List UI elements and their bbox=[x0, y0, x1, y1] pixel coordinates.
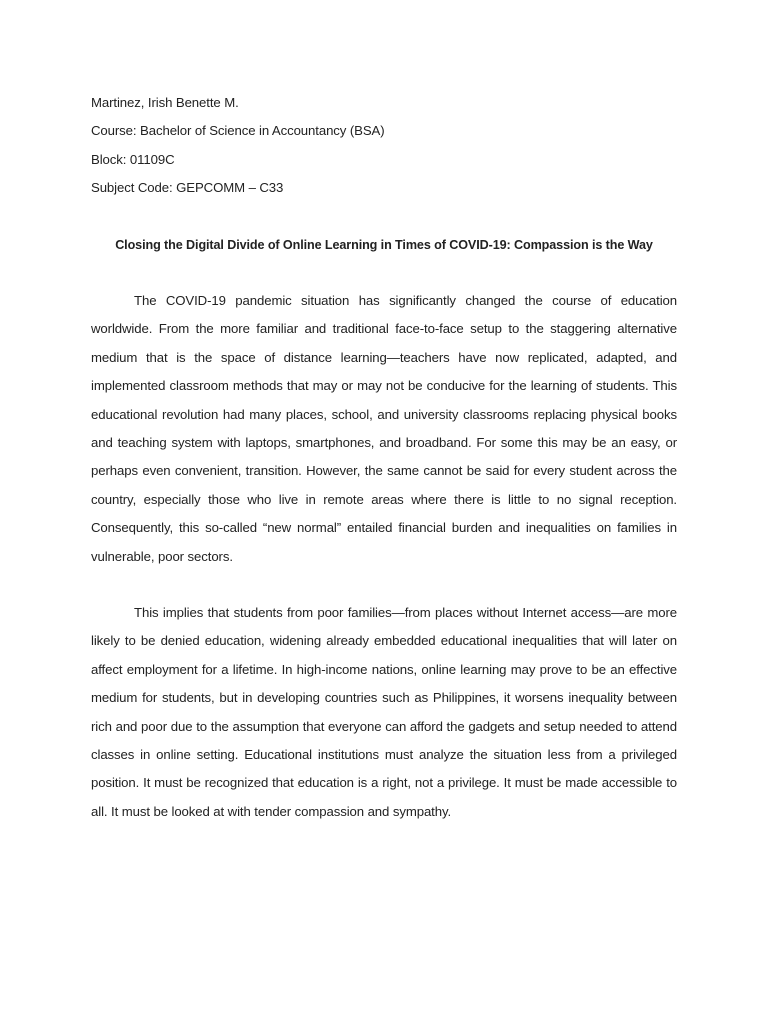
paragraph-2: This implies that students from poor families—from places without Internet access—are more likely to be denied education, widening already embedded educational inequalities that will later on affect employment for a lifetime. In high-income nations, online learning may prove to be an effective medium for students, but in developing countries such as Philippines, it worsens inequality between rich and poor due to the assumption that everyone can afford the gadgets and setup needed to attend classes in online setting. Educational institutions must analyze the situation less from a privileged position. It must be recognized that education is a right, not a privilege. It must be made accessible to all. It must be looked at with tender compassion and sympathy. bbox=[91, 605, 677, 819]
essay-title: Closing the Digital Divide of Online Learning in Times of COVID-19: Compassion is the Way bbox=[115, 238, 653, 252]
student-name: Martinez, Irish Benette M. bbox=[91, 95, 239, 110]
paragraph-1: The COVID-19 pandemic situation has significantly changed the course of education worldwide. From the more familiar and traditional face-to-face setup to the staggering alternative medium that is the space of distance learning—teachers have now replicated, adapted, and implemented classroom methods that may or may not be conducive for the learning of students. This educational revolution had many places, school, and university classrooms replacing physical books and teaching system with laptops, smartphones, and broadband. For some this may be an easy, or perhaps even convenient, transition. However, the same cannot be said for every student across the country, especially those who live in remote areas where there is little to no signal reception. Consequently, this so-called “new normal” entailed financial burden and inequalities on families in vulnerable, poor sectors. bbox=[91, 293, 677, 564]
block-line: Block: 01109C bbox=[91, 151, 175, 167]
subject-code-line: Subject Code: GEPCOMM – C33 bbox=[91, 179, 284, 195]
course-line: Course: Bachelor of Science in Accountancy (BSA) bbox=[91, 123, 385, 139]
student-info-block bbox=[91, 92, 385, 205]
